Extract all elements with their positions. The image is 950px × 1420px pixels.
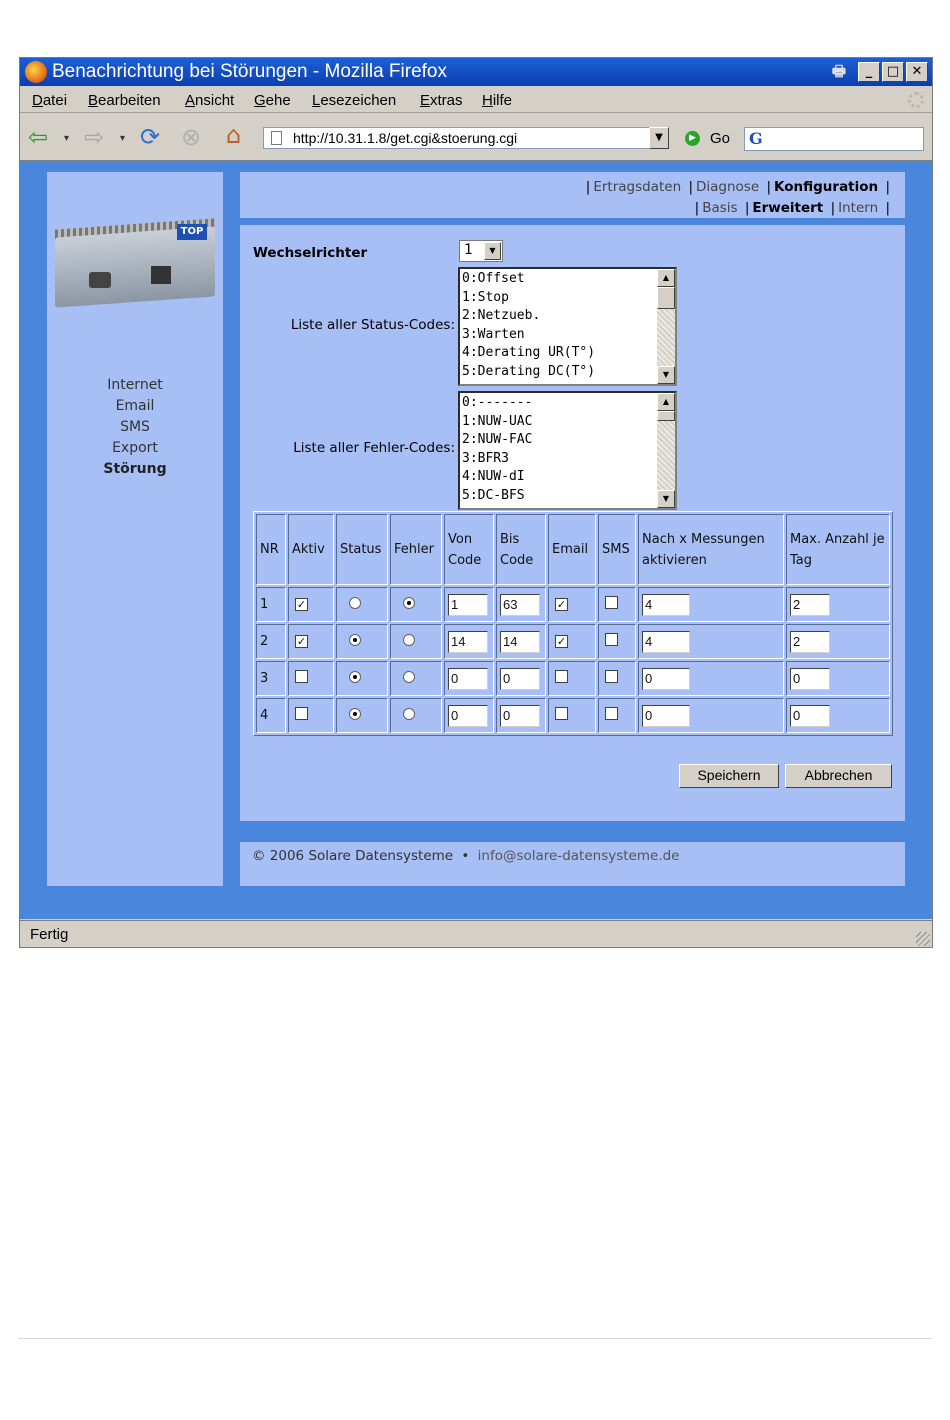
menu-hilfe[interactable]: Hilfe	[482, 92, 513, 109]
go-arrow-icon[interactable]: ▶	[685, 131, 700, 146]
nach-x-messungen-input[interactable]: 4	[642, 631, 690, 653]
menu-bearbeiten[interactable]: Bearbeiten	[88, 92, 161, 109]
von-code-input[interactable]: 1	[448, 594, 488, 616]
nach-x-messungen-input[interactable]: 4	[642, 594, 690, 616]
throbber-icon	[908, 92, 924, 108]
status-code-option[interactable]: 4:Derating UR(T°)	[462, 345, 596, 361]
navigation-toolbar	[20, 114, 932, 161]
row-nr: 2	[256, 624, 286, 659]
status-code-option[interactable]: 3:Warten	[462, 326, 525, 342]
col-header-status: Status	[336, 514, 388, 585]
footer-email-link[interactable]: info@solare-datensysteme.de	[477, 848, 680, 864]
error-codes-list[interactable]	[458, 391, 677, 510]
menu-ansicht[interactable]: Ansicht	[185, 92, 235, 109]
col-header-nr: NR	[256, 514, 286, 585]
firefox-logo-icon	[25, 61, 47, 83]
aktiv-checkbox[interactable]	[295, 670, 308, 683]
menu-gehe[interactable]: Gehe	[254, 92, 291, 109]
wechselrichter-value: 1	[464, 242, 473, 258]
menu-datei[interactable]: Datei	[32, 92, 68, 109]
main-panel	[240, 225, 905, 821]
von-code-input[interactable]: 14	[448, 631, 488, 653]
bis-code-input[interactable]: 0	[500, 668, 540, 690]
row-nr: 3	[256, 661, 286, 696]
footer-copyright: © 2006 Solare Datensysteme	[252, 848, 454, 864]
stop-icon[interactable]: ⊗	[181, 123, 202, 151]
col-header-max-anzahl: Max. Anzahl je Tag	[786, 514, 890, 585]
forward-history-dropdown-icon[interactable]: ▾	[120, 133, 126, 144]
title-bar	[20, 58, 932, 86]
browser-window	[19, 57, 933, 948]
bis-code-input[interactable]: 63	[500, 594, 540, 616]
aktiv-checkbox[interactable]	[295, 707, 308, 720]
resize-grip-icon[interactable]	[916, 932, 930, 946]
max-anzahl-input[interactable]: 0	[790, 705, 830, 727]
nav-diagnose[interactable]: Diagnose	[696, 179, 760, 195]
row-nr: 1	[256, 587, 286, 622]
google-search-icon: G	[749, 129, 763, 148]
nav-basis[interactable]: Basis	[702, 200, 738, 216]
status-text: Fertig	[30, 926, 69, 943]
device-image	[55, 214, 215, 309]
von-code-input[interactable]: 0	[448, 668, 488, 690]
page-icon	[271, 131, 282, 145]
device-logo: TOP	[177, 224, 207, 240]
back-arrow-icon[interactable]: ⇦	[28, 123, 49, 151]
wechselrichter-select[interactable]	[459, 240, 503, 262]
sidebar-item-sms[interactable]: SMS	[120, 419, 150, 435]
sidebar	[47, 172, 223, 886]
print-icon[interactable]: 🖶	[831, 62, 847, 80]
aktiv-checkbox[interactable]: ✓	[296, 635, 307, 648]
fehler-radio[interactable]	[403, 671, 415, 683]
status-code-option[interactable]: 5:Derating DC(T°)	[462, 363, 596, 379]
fehler-radio[interactable]	[403, 597, 415, 609]
status-radio[interactable]	[349, 671, 361, 683]
menu-bar	[20, 88, 932, 113]
save-button[interactable]: Speichern	[679, 764, 779, 788]
sidebar-item-email[interactable]: Email	[115, 398, 155, 414]
bis-code-input[interactable]: 0	[500, 705, 540, 727]
url-text: http://10.31.1.8/get.cgi&stoerung.cgi	[293, 130, 518, 146]
sidebar-item-internet[interactable]: Internet	[107, 377, 163, 393]
table-row	[256, 698, 890, 733]
status-codes-label: Liste aller Status-Codes:	[290, 317, 455, 333]
error-codes-label: Liste aller Fehler-Codes:	[293, 440, 455, 456]
status-radio[interactable]	[349, 634, 361, 646]
search-input[interactable]	[744, 127, 924, 151]
window-title: Benachrichtung bei Störungen - Mozilla Firefox	[52, 61, 447, 82]
email-checkbox[interactable]: ✓	[556, 635, 567, 648]
col-header-fehler: Fehler	[390, 514, 442, 585]
chevron-down-icon: ▼	[484, 242, 501, 260]
forward-arrow-icon[interactable]: ⇨	[84, 123, 105, 151]
notification-rules-table	[253, 511, 893, 736]
maximize-button[interactable]: □	[882, 62, 904, 82]
scroll-up-icon[interactable]: ▲	[657, 393, 675, 411]
nav-konfiguration[interactable]: Konfiguration	[774, 179, 879, 195]
status-bar	[20, 920, 932, 948]
von-code-input[interactable]: 0	[448, 705, 488, 727]
col-header-von-code: Von Code	[444, 514, 494, 585]
cancel-button[interactable]: Abbrechen	[785, 764, 892, 788]
max-anzahl-input[interactable]: 2	[790, 594, 830, 616]
max-anzahl-input[interactable]: 0	[790, 668, 830, 690]
error-list-scrollbar[interactable]	[657, 393, 675, 508]
error-code-option[interactable]: 1:NUW-UAC	[462, 413, 533, 429]
sms-checkbox[interactable]	[605, 596, 618, 609]
sidebar-item-stoerung[interactable]: Störung	[103, 461, 167, 477]
col-header-aktiv: Aktiv	[288, 514, 334, 585]
page-content	[20, 161, 932, 919]
col-header-bis-code: Bis Code	[496, 514, 546, 585]
back-history-dropdown-icon[interactable]: ▾	[64, 133, 70, 144]
table-row	[256, 661, 890, 696]
nach-x-messungen-input[interactable]: 0	[642, 668, 690, 690]
minimize-button[interactable]: _	[858, 62, 880, 82]
status-code-option[interactable]: 0:Offset	[462, 271, 525, 286]
page-footer	[240, 842, 905, 886]
sms-checkbox[interactable]	[605, 633, 618, 646]
sms-checkbox[interactable]	[605, 670, 618, 683]
reload-icon[interactable]: ⟳	[140, 123, 161, 151]
email-checkbox[interactable]	[555, 670, 568, 683]
scroll-up-icon[interactable]: ▲	[657, 269, 675, 287]
menu-extras[interactable]: Extras	[420, 92, 463, 109]
nav-intern[interactable]: Intern	[838, 200, 879, 216]
url-bar[interactable]	[263, 127, 668, 149]
sms-checkbox[interactable]	[605, 707, 618, 720]
wechselrichter-label: Wechselrichter	[253, 245, 368, 261]
status-list-scrollbar[interactable]	[657, 269, 675, 384]
menu-lesezeichen[interactable]: Lesezeichen	[312, 92, 397, 109]
sidebar-item-export[interactable]: Export	[112, 440, 158, 456]
nav-ertragsdaten[interactable]: Ertragsdaten	[593, 179, 682, 195]
top-navigation: | Ertragsdaten | Diagnose | Konfiguration | | Basis | Erweitert | Intern |	[240, 172, 905, 218]
table-row	[256, 587, 890, 622]
col-header-sms: SMS	[598, 514, 636, 585]
col-header-email: Email	[548, 514, 596, 585]
row-nr: 4	[256, 698, 286, 733]
nach-x-messungen-input[interactable]: 0	[642, 705, 690, 727]
max-anzahl-input[interactable]: 2	[790, 631, 830, 653]
footer-bullet: •	[461, 848, 470, 864]
bis-code-input[interactable]: 14	[500, 631, 540, 653]
col-header-nach-x: Nach x Messungen aktivieren	[638, 514, 784, 585]
error-code-option[interactable]: 2:NUW-FAC	[462, 432, 533, 448]
error-code-option[interactable]: 5:DC-BFS	[462, 487, 525, 503]
status-code-option[interactable]: 1:Stop	[462, 289, 509, 305]
url-dropdown-button[interactable]: ▼	[649, 127, 669, 149]
scroll-down-icon[interactable]: ▼	[657, 490, 675, 508]
nav-erweitert[interactable]: Erweitert	[752, 200, 824, 216]
fehler-radio[interactable]	[403, 634, 415, 646]
email-checkbox[interactable]: ✓	[556, 598, 567, 611]
email-checkbox[interactable]	[555, 707, 568, 720]
status-radio[interactable]	[349, 708, 361, 720]
fehler-radio[interactable]	[403, 708, 415, 720]
status-codes-list[interactable]	[458, 267, 677, 386]
aktiv-checkbox[interactable]: ✓	[296, 598, 307, 611]
status-code-option[interactable]: 2:Netzueb.	[462, 308, 541, 324]
error-code-option[interactable]: 0:-------	[462, 395, 533, 410]
home-icon[interactable]: ⌂	[226, 121, 242, 149]
status-radio[interactable]	[349, 597, 361, 609]
scroll-down-icon[interactable]: ▼	[657, 366, 675, 384]
error-code-option[interactable]: 4:NUW-dI	[462, 469, 525, 485]
error-code-option[interactable]: 3:BFR3	[462, 450, 509, 466]
close-button[interactable]: ✕	[906, 62, 928, 82]
go-button[interactable]: Go	[710, 130, 731, 147]
table-row	[256, 624, 890, 659]
page-divider	[18, 1338, 932, 1339]
